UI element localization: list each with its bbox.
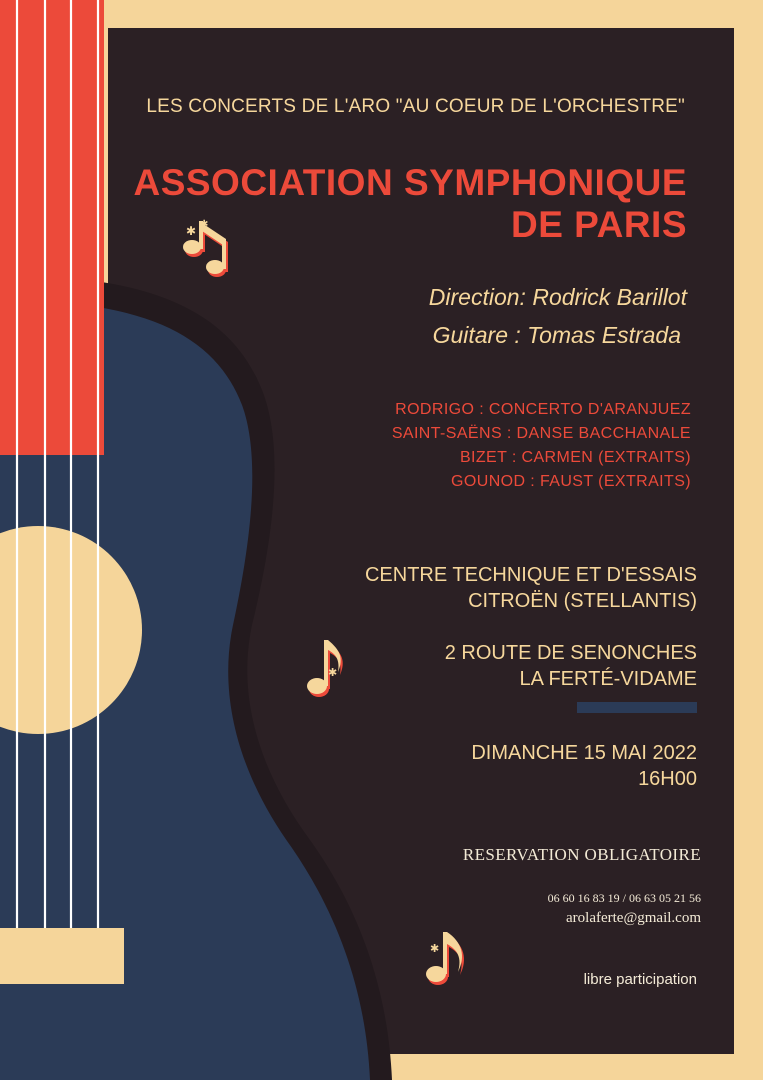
- soloist-credit: Guitare : Tomas Estrada: [432, 322, 681, 348]
- event-date: DIMANCHE 15 MAI 2022: [471, 742, 697, 764]
- venue-line: CENTRE TECHNIQUE ET D'ESSAIS: [364, 564, 697, 586]
- series-line: LES CONCERTS DE L'ARO "AU COEUR DE L'ORCHESTRE": [146, 96, 685, 117]
- svg-text:✱: ✱: [328, 666, 338, 679]
- page-title: [133, 162, 687, 246]
- conductor-credit: Direction: Rodrick Barillot: [428, 284, 687, 310]
- divider-bar: [577, 702, 697, 713]
- guitar-bridge: [0, 928, 124, 984]
- event-time: 16H00: [638, 768, 697, 790]
- svg-text:✱: ✱: [186, 224, 197, 238]
- price-note: libre participation: [583, 971, 697, 988]
- event-datetime: [471, 740, 697, 792]
- svg-text:✱: ✱: [200, 219, 209, 230]
- title-line: ASSOCIATION SYMPHONIQUE: [133, 162, 687, 203]
- venue-line: CITROËN (STELLANTIS): [468, 590, 697, 612]
- program-item: GOUNOD : FAUST (EXTRAITS): [451, 473, 691, 490]
- program-list: [392, 398, 691, 494]
- address-line: 2 ROUTE DE SENONCHES: [444, 642, 697, 664]
- address-line: LA FERTÉ-VIDAME: [519, 668, 697, 690]
- program-item: SAINT-SAËNS : DANSE BACCHANALE: [391, 425, 691, 442]
- guitar-neck: [0, 0, 104, 455]
- title-line: DE PARIS: [510, 204, 687, 245]
- program-item: BIZET : CARMEN (EXTRAITS): [459, 449, 691, 466]
- program-item: RODRIGO : CONCERTO D'ARANJUEZ: [395, 401, 691, 418]
- reservation-notice: RESERVATION OBLIGATOIRE: [462, 845, 701, 864]
- venue-address: [445, 640, 697, 692]
- phone-numbers: 06 60 16 83 19 / 06 63 05 21 56: [547, 891, 701, 905]
- venue-name: [365, 562, 697, 614]
- svg-text:✱: ✱: [430, 942, 440, 955]
- contact-email: arolaferte@gmail.com: [566, 910, 701, 926]
